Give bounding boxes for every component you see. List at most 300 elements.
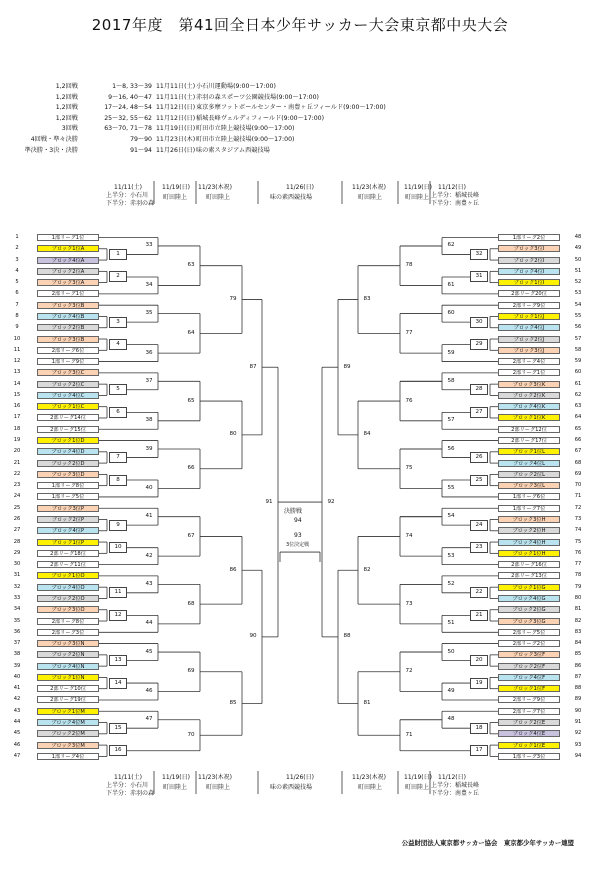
seed-number: 14 bbox=[13, 380, 21, 387]
seed-number: 10 bbox=[13, 335, 21, 342]
seed-number: 32 bbox=[13, 583, 21, 590]
team-slot: ブロック2位I bbox=[498, 257, 560, 264]
seed-number: 20 bbox=[13, 448, 21, 455]
seed-number: 9 bbox=[15, 324, 19, 331]
team-slot: ブロック4位D bbox=[37, 448, 99, 455]
seed-number: 74 bbox=[574, 527, 582, 534]
seed-number: 76 bbox=[574, 549, 582, 556]
seed-number: 66 bbox=[574, 437, 582, 444]
seed-number: 79 bbox=[574, 583, 582, 590]
seed-number: 39 bbox=[13, 662, 21, 669]
seed-number: 45 bbox=[13, 730, 21, 737]
header-venue: 町田陸上 bbox=[163, 194, 188, 201]
match-number: 73 bbox=[405, 600, 413, 607]
match-number: 63 bbox=[187, 262, 195, 269]
third-place-match-number: 93 bbox=[294, 532, 302, 540]
seed-number: 50 bbox=[574, 256, 582, 263]
match-number: 10 bbox=[109, 542, 127, 553]
team-slot: ブロック2位A bbox=[37, 268, 99, 275]
match-number: 50 bbox=[447, 648, 455, 655]
seed-number: 63 bbox=[574, 403, 582, 410]
match-number: 6 bbox=[109, 407, 127, 418]
team-slot: 1部リーグ3位 bbox=[498, 753, 560, 760]
match-number: 54 bbox=[447, 513, 455, 520]
team-slot: ブロック3位M bbox=[37, 742, 99, 749]
seed-number: 21 bbox=[13, 459, 21, 466]
team-slot: 1部リーグ9位 bbox=[37, 358, 99, 365]
seed-number: 60 bbox=[574, 369, 582, 376]
team-slot: ブロック3位F bbox=[498, 651, 560, 658]
seed-number: 22 bbox=[13, 470, 21, 477]
header-date: 11/11(土) bbox=[114, 184, 142, 191]
third-place-label: 3位決定戦 bbox=[286, 542, 310, 549]
match-number: 67 bbox=[187, 532, 195, 539]
seed-number: 72 bbox=[574, 504, 582, 511]
match-number: 90 bbox=[249, 633, 257, 640]
match-number: 89 bbox=[343, 363, 351, 370]
seed-number: 61 bbox=[574, 380, 582, 387]
team-slot: ブロック2位M bbox=[37, 730, 99, 737]
match-number: 1 bbox=[109, 249, 127, 260]
match-number: 23 bbox=[470, 542, 488, 553]
seed-number: 6 bbox=[15, 290, 19, 297]
match-number: 65 bbox=[187, 397, 195, 404]
seed-number: 24 bbox=[13, 493, 21, 500]
match-number: 68 bbox=[187, 600, 195, 607]
team-slot: ブロック3位B bbox=[37, 302, 99, 309]
match-number: 15 bbox=[109, 723, 127, 734]
team-slot: ブロック2位B bbox=[37, 324, 99, 331]
match-number: 66 bbox=[187, 465, 195, 472]
seed-number: 44 bbox=[13, 719, 21, 726]
seed-number: 4 bbox=[15, 267, 19, 274]
match-number: 81 bbox=[363, 700, 371, 706]
match-number: 24 bbox=[470, 520, 488, 531]
team-slot: ブロック2位L bbox=[498, 471, 560, 478]
seed-number: 52 bbox=[574, 279, 582, 286]
team-slot: 2部リーグ9位 bbox=[498, 696, 560, 703]
schedule-date: 11月12日(日) bbox=[156, 104, 196, 112]
seed-number: 46 bbox=[13, 741, 21, 748]
match-number: 25 bbox=[470, 475, 488, 486]
seed-number: 27 bbox=[13, 527, 21, 534]
match-number: 45 bbox=[145, 648, 153, 655]
seed-number: 57 bbox=[574, 335, 582, 342]
seed-number: 16 bbox=[13, 403, 21, 410]
team-slot: 2部リーグ10位 bbox=[37, 685, 99, 692]
schedule-matches: 91～94 bbox=[130, 146, 152, 154]
header-venue: 上半分：稲城長峰 bbox=[431, 192, 480, 199]
team-slot: 1部リーグ5位 bbox=[37, 493, 99, 500]
match-number: 14 bbox=[109, 678, 127, 689]
match-number: 44 bbox=[145, 620, 153, 627]
match-number: 59 bbox=[447, 349, 455, 356]
seed-number: 43 bbox=[13, 707, 21, 714]
team-slot: ブロック4位M bbox=[37, 719, 99, 726]
match-number: 72 bbox=[405, 668, 413, 675]
team-slot: 1部リーグ8位 bbox=[37, 482, 99, 489]
schedule-venue: 町田市立陸上競技場(9:00～17:00) bbox=[196, 125, 295, 133]
match-number: 21 bbox=[470, 610, 488, 621]
header-date: 11/23(木祝) bbox=[198, 184, 232, 191]
team-slot: ブロック4位B bbox=[37, 313, 99, 320]
match-number: 27 bbox=[470, 407, 488, 418]
schedule-round: 3回戦 bbox=[61, 125, 78, 133]
header-date: 11/23(木祝) bbox=[352, 774, 386, 781]
match-number: 31 bbox=[470, 271, 488, 282]
seed-number: 58 bbox=[574, 346, 582, 353]
team-slot: 2部リーグ16位 bbox=[498, 561, 560, 568]
team-slot: ブロック3位I bbox=[498, 245, 560, 252]
team-slot: ブロック3位G bbox=[498, 618, 560, 625]
seed-number: 77 bbox=[574, 561, 582, 568]
match-number: 76 bbox=[405, 397, 413, 404]
seed-number: 49 bbox=[574, 245, 582, 252]
team-slot: ブロック3位D bbox=[37, 471, 99, 478]
seed-number: 71 bbox=[574, 493, 582, 500]
match-number: 79 bbox=[229, 296, 237, 303]
match-number: 26 bbox=[470, 452, 488, 463]
team-slot: ブロック2位N bbox=[37, 651, 99, 658]
seed-number: 73 bbox=[574, 516, 582, 522]
match-number: 85 bbox=[229, 700, 237, 706]
match-number: 42 bbox=[145, 552, 153, 559]
match-number: 77 bbox=[405, 329, 413, 336]
match-number: 62 bbox=[447, 242, 455, 249]
team-slot: ブロック4位L bbox=[498, 460, 560, 467]
team-slot: ブロック1位N bbox=[37, 674, 99, 681]
seed-number: 84 bbox=[574, 640, 582, 647]
team-slot: ブロック1位I bbox=[498, 279, 560, 286]
team-slot: ブロック1位E bbox=[498, 742, 560, 749]
seed-number: 34 bbox=[13, 606, 21, 613]
seed-number: 28 bbox=[13, 538, 21, 545]
seed-number: 18 bbox=[13, 425, 21, 432]
seed-number: 7 bbox=[15, 301, 19, 308]
match-number: 2 bbox=[109, 271, 127, 282]
team-slot: 2部リーグ13位 bbox=[498, 572, 560, 579]
match-number: 8 bbox=[109, 475, 127, 486]
seed-number: 86 bbox=[574, 662, 582, 669]
schedule-matches: 17～24, 48～54 bbox=[104, 104, 152, 112]
match-number: 53 bbox=[447, 552, 455, 559]
match-number: 52 bbox=[447, 580, 455, 587]
match-number: 30 bbox=[470, 317, 488, 328]
team-slot: 1部リーグ2位 bbox=[498, 234, 560, 241]
seed-number: 69 bbox=[574, 470, 582, 477]
seed-number: 3 bbox=[15, 256, 19, 263]
team-slot: ブロック2位C bbox=[37, 381, 99, 388]
seed-number: 23 bbox=[13, 482, 21, 489]
match-number: 51 bbox=[447, 620, 455, 627]
match-number: 86 bbox=[229, 566, 237, 573]
seed-number: 55 bbox=[574, 312, 582, 319]
match-number: 7 bbox=[109, 452, 127, 463]
seed-number: 85 bbox=[574, 651, 582, 658]
match-number: 12 bbox=[109, 610, 127, 621]
team-slot: ブロック1位H bbox=[498, 550, 560, 557]
match-number: 35 bbox=[145, 310, 153, 317]
match-number: 46 bbox=[145, 688, 153, 695]
seed-number: 42 bbox=[13, 696, 21, 703]
team-slot: 2部リーグ4位 bbox=[498, 358, 560, 365]
match-number: 20 bbox=[470, 655, 488, 666]
match-number: 74 bbox=[405, 532, 413, 539]
header-date: 11/12(日) bbox=[438, 774, 466, 781]
team-slot: ブロック4位F bbox=[498, 674, 560, 681]
match-number: 36 bbox=[145, 349, 153, 356]
match-number: 29 bbox=[470, 339, 488, 350]
match-number: 71 bbox=[405, 731, 413, 738]
final-label: 決勝戦 bbox=[284, 508, 303, 516]
header-venue: 上半分：小石川 bbox=[106, 782, 149, 789]
header-venue: 下半分：南豊ヶ丘 bbox=[431, 200, 480, 207]
team-slot: 2部リーグ11位 bbox=[37, 561, 99, 568]
seed-number: 48 bbox=[574, 234, 582, 240]
team-slot: 1部リーグ7位 bbox=[498, 505, 560, 512]
schedule-date: 11月23日(木) bbox=[156, 136, 196, 143]
seed-number: 38 bbox=[13, 651, 21, 658]
header-venue: 町田陸上 bbox=[206, 194, 231, 201]
seed-number: 88 bbox=[574, 685, 582, 692]
header-date: 11/19(日) bbox=[404, 184, 432, 191]
team-slot: ブロック1位K bbox=[498, 414, 560, 421]
match-number: 83 bbox=[363, 296, 371, 303]
team-slot: ブロック1位C bbox=[37, 403, 99, 410]
seed-number: 92 bbox=[574, 730, 582, 737]
match-number: 56 bbox=[447, 445, 455, 452]
team-slot: 2部リーグ12位 bbox=[498, 426, 560, 433]
schedule-matches: 9～16, 40～47 bbox=[108, 93, 152, 101]
team-slot: 1部リーグ6位 bbox=[498, 493, 560, 500]
seed-number: 1 bbox=[15, 234, 19, 240]
seed-number: 13 bbox=[13, 369, 21, 376]
seed-number: 89 bbox=[574, 696, 582, 703]
match-number: 43 bbox=[145, 580, 153, 587]
match-number: 3 bbox=[109, 317, 127, 328]
header-date: 11/19(日) bbox=[162, 774, 190, 781]
seed-number: 33 bbox=[13, 594, 21, 601]
match-number: 91 bbox=[265, 498, 273, 505]
seed-number: 12 bbox=[13, 358, 21, 365]
seed-number: 17 bbox=[13, 414, 21, 421]
seed-number: 2 bbox=[15, 245, 19, 252]
match-number: 80 bbox=[229, 431, 237, 438]
team-slot: 2部リーグ8位 bbox=[37, 618, 99, 625]
seed-number: 40 bbox=[13, 673, 21, 680]
team-slot: ブロック1位G bbox=[498, 584, 560, 591]
header-venue: 町田陸上 bbox=[405, 194, 430, 201]
team-slot: 2部リーグ17位 bbox=[498, 437, 560, 444]
match-number: 75 bbox=[405, 465, 413, 472]
schedule-matches: 79～90 bbox=[130, 136, 152, 143]
seed-number: 53 bbox=[574, 290, 582, 297]
match-number: 9 bbox=[109, 520, 127, 531]
header-venue: 味の素西競技場 bbox=[270, 194, 313, 201]
header-venue: 下半分：南豊ヶ丘 bbox=[431, 790, 480, 797]
team-slot: 2部リーグ7位 bbox=[498, 708, 560, 715]
schedule-date: 11月12日(日) bbox=[156, 114, 196, 122]
match-number: 87 bbox=[249, 363, 257, 370]
seed-number: 37 bbox=[13, 640, 21, 647]
schedule-round: 1,2回戦 bbox=[55, 104, 78, 112]
schedule-matches: 63～70, 71～78 bbox=[104, 125, 152, 133]
match-number: 57 bbox=[447, 417, 455, 424]
team-slot: ブロック4位N bbox=[37, 663, 99, 670]
match-number: 39 bbox=[145, 445, 153, 452]
team-slot: ブロック4位I bbox=[498, 268, 560, 275]
team-slot: ブロック2位G bbox=[498, 606, 560, 613]
match-number: 37 bbox=[145, 377, 153, 384]
seed-number: 5 bbox=[15, 279, 19, 286]
team-slot: ブロック1位F bbox=[498, 685, 560, 692]
team-slot: ブロック2位D bbox=[37, 460, 99, 467]
schedule-venue: 東京多摩フットボールセンター・南豊ヶ丘フィールド(9:00～17:00) bbox=[196, 104, 386, 112]
match-number: 40 bbox=[145, 484, 153, 491]
schedule-date: 11月19日(日) bbox=[156, 125, 196, 133]
team-slot: ブロック1位A bbox=[37, 245, 99, 252]
seed-number: 62 bbox=[574, 391, 582, 398]
seed-number: 65 bbox=[574, 425, 582, 432]
team-slot: ブロック4位H bbox=[498, 539, 560, 546]
team-slot: 1部リーグ4位 bbox=[37, 753, 99, 760]
schedule-round: 1,2回戦 bbox=[55, 114, 78, 122]
match-number: 19 bbox=[470, 678, 488, 689]
seed-number: 68 bbox=[574, 459, 582, 466]
team-slot: ブロック3位K bbox=[498, 381, 560, 388]
seed-number: 93 bbox=[574, 741, 582, 748]
seed-number: 19 bbox=[13, 437, 21, 444]
team-slot: ブロック2位E bbox=[498, 719, 560, 726]
schedule-venue: 味の素スタジアム西競技場 bbox=[196, 146, 270, 154]
team-slot: 2部リーグ15位 bbox=[37, 426, 99, 433]
seed-number: 64 bbox=[574, 414, 582, 421]
team-slot: ブロック2位F bbox=[498, 663, 560, 670]
seed-number: 11 bbox=[13, 346, 21, 353]
match-number: 78 bbox=[405, 262, 413, 269]
team-slot: ブロック1位J bbox=[498, 313, 560, 320]
team-slot: ブロック4位P bbox=[37, 527, 99, 534]
match-number: 82 bbox=[363, 566, 371, 573]
team-slot: ブロック2位K bbox=[498, 392, 560, 399]
match-number: 41 bbox=[145, 513, 153, 520]
team-slot: 2部リーグ14位 bbox=[37, 414, 99, 421]
team-slot: ブロック2位J bbox=[498, 336, 560, 343]
seed-number: 70 bbox=[574, 482, 582, 489]
seed-number: 8 bbox=[15, 312, 19, 319]
schedule-matches: 25～32, 55～62 bbox=[104, 114, 152, 122]
schedule-round: 1,2回戦 bbox=[55, 93, 78, 101]
final-match-number: 94 bbox=[294, 517, 302, 525]
match-number: 5 bbox=[109, 384, 127, 395]
team-slot: ブロック1位M bbox=[37, 708, 99, 715]
schedule-round: 1,2回戦 bbox=[55, 83, 78, 90]
team-slot: ブロック1位P bbox=[37, 539, 99, 546]
team-slot: ブロック3位N bbox=[37, 640, 99, 647]
team-slot: ブロック2位H bbox=[498, 527, 560, 534]
seed-number: 67 bbox=[574, 448, 582, 455]
team-slot: ブロック3位J bbox=[498, 347, 560, 354]
schedule-venue: 町田市立陸上競技場(9:00～17:00) bbox=[196, 136, 295, 143]
team-slot: ブロック4位C bbox=[37, 392, 99, 399]
header-date: 11/19(日) bbox=[404, 774, 432, 781]
seed-number: 30 bbox=[13, 561, 21, 568]
seed-number: 82 bbox=[574, 617, 582, 624]
team-slot: 2部リーグ3位 bbox=[37, 629, 99, 636]
schedule-round: 4回戦・準々決勝 bbox=[30, 136, 78, 143]
match-number: 88 bbox=[343, 633, 351, 640]
team-slot: ブロック4位G bbox=[498, 595, 560, 602]
seed-number: 35 bbox=[13, 617, 21, 624]
match-number: 48 bbox=[447, 716, 455, 723]
match-number: 84 bbox=[363, 431, 371, 438]
team-slot: 2部リーグ5位 bbox=[498, 629, 560, 636]
seed-number: 81 bbox=[574, 606, 582, 613]
team-slot: ブロック1位L bbox=[498, 448, 560, 455]
team-slot: 2部リーグ2位 bbox=[498, 640, 560, 647]
team-slot: ブロック4位O bbox=[37, 584, 99, 591]
schedule-round: 準決勝・3決・決勝 bbox=[24, 146, 78, 154]
match-number: 58 bbox=[447, 377, 455, 384]
seed-number: 83 bbox=[574, 628, 582, 635]
match-number: 17 bbox=[470, 745, 488, 756]
team-slot: ブロック3位L bbox=[498, 482, 560, 489]
seed-number: 31 bbox=[13, 572, 21, 579]
team-slot: ブロック1位O bbox=[37, 572, 99, 579]
header-date: 11/23(木祝) bbox=[198, 774, 232, 781]
header-date: 11/26(日) bbox=[286, 774, 314, 781]
match-number: 4 bbox=[109, 339, 127, 350]
team-slot: 2部リーグ18位 bbox=[37, 550, 99, 557]
seed-number: 56 bbox=[574, 324, 582, 331]
team-slot: 2部リーグ20位 bbox=[498, 290, 560, 297]
footer-organizer: 公益財団法人東京都サッカー協会 東京都少年サッカー連盟 bbox=[401, 839, 574, 847]
team-slot: 2部リーグ1位 bbox=[37, 290, 99, 297]
match-number: 34 bbox=[145, 281, 153, 288]
seed-number: 90 bbox=[574, 707, 582, 714]
match-number: 47 bbox=[145, 716, 153, 723]
seed-number: 36 bbox=[13, 628, 21, 635]
match-number: 60 bbox=[447, 310, 455, 317]
team-slot: 2部リーグ19位 bbox=[37, 696, 99, 703]
header-venue: 町田陸上 bbox=[163, 784, 188, 791]
team-slot: ブロック4位E bbox=[498, 730, 560, 737]
header-venue: 上半分：小石川 bbox=[106, 192, 149, 199]
team-slot: ブロック2位P bbox=[37, 516, 99, 523]
header-venue: 下半分：赤羽の森 bbox=[106, 200, 155, 207]
match-number: 16 bbox=[109, 745, 127, 756]
team-slot: ブロック1位D bbox=[37, 437, 99, 444]
seed-number: 91 bbox=[574, 719, 582, 726]
header-date: 11/26(日) bbox=[286, 184, 314, 191]
schedule-date: 11月11日(土) bbox=[156, 83, 196, 90]
seed-number: 78 bbox=[574, 572, 582, 579]
header-date: 11/12(日) bbox=[438, 184, 466, 191]
team-slot: ブロック2位O bbox=[37, 595, 99, 602]
seed-number: 29 bbox=[13, 549, 21, 556]
header-venue: 町田陸上 bbox=[206, 784, 231, 791]
team-slot: 2部リーグ1位 bbox=[498, 369, 560, 376]
seed-number: 75 bbox=[574, 538, 582, 545]
match-number: 28 bbox=[470, 384, 488, 395]
schedule-venue: 小石川運動場(9:00～17:00) bbox=[196, 83, 276, 90]
match-number: 18 bbox=[470, 723, 488, 734]
team-slot: ブロック3位B bbox=[37, 336, 99, 343]
team-slot: 1部リーグ1位 bbox=[37, 234, 99, 241]
seed-number: 51 bbox=[574, 267, 582, 274]
schedule-venue: 赤羽の森スポーツ公園競技場(9:00～17:00) bbox=[196, 93, 319, 101]
team-slot: 2部リーグ9位 bbox=[498, 302, 560, 309]
